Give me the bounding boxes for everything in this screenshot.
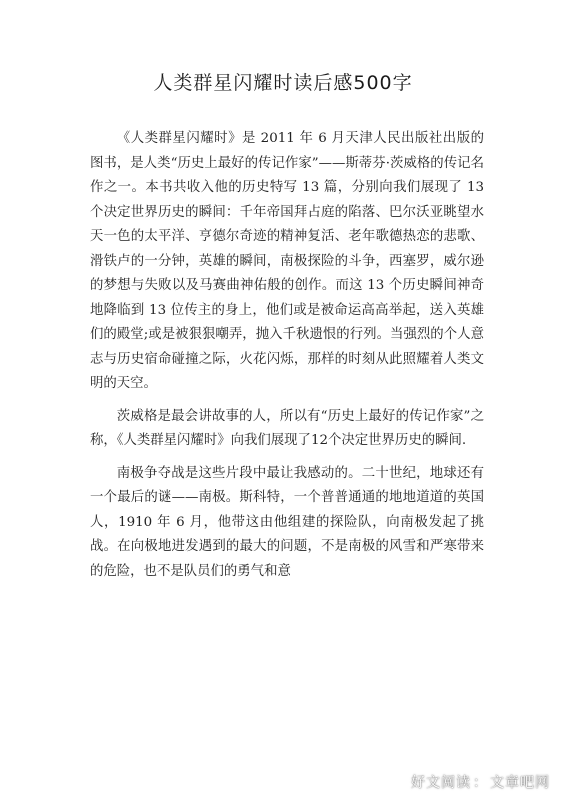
watermark-separator: ： (473, 775, 488, 791)
watermark-prefix: 好文阅读 (411, 775, 471, 791)
paragraph-2: 茨威格是最会讲故事的人，所以有“历史上最好的传记作家”之称，《人类群星闪耀时》向我们展现了12个决定世界历史的瞬间. (90, 408, 484, 448)
paragraph-1: 《人类群星闪耀时》是 2011 年 6 月天津人民出版社出版的图书，是人类“历史上最好的传记作家”——斯蒂芬·茨威格的传记名作之一。本书共收入他的历史特写 13 篇，分别向我们展现了 13 个决定世界历史的瞬间：千年帝国拜占庭的陷落、巴尔沃亚眺望水天一色的太平洋、亨德尔奇迹的精神复活、老年歌德热恋的悲歌、滑铁卢的一分钟，英雄的瞬间，南极探险的斗争，西塞罗，威尔逊的梦想与失败以及马赛曲神佑般的创作。而这 13 个历史瞬间神奇地降临到 13 位传主的身上，他们或是被命运高高举起，送入英雄们的殿堂;或是被狠狠嘲弄，抛入千秋遗恨的行列。当强烈的个人意志与历史宿命碰撞之际，火花闪烁，那样的时刻从此照耀着人类文明的天空。 (90, 131, 484, 391)
article-body (90, 127, 484, 584)
site-watermark (411, 772, 550, 792)
paragraph-3: 南极争夺战是这些片段中最让我感动的。二十世纪，地球还有一个最后的谜——南极。斯科特，一个普普通通的地地道道的英国人，1910 年 6 月，他带这由他组建的探险队，向南极发起了挑战。在向极地进发遇到的最大的问题，不是南极的风雪和严寒带来的危险，也不是队员们的勇气和意 (90, 465, 484, 579)
page-title: 人类群星闪耀时读后感500字 (153, 72, 413, 94)
watermark-site: 文章吧网 (490, 775, 550, 791)
